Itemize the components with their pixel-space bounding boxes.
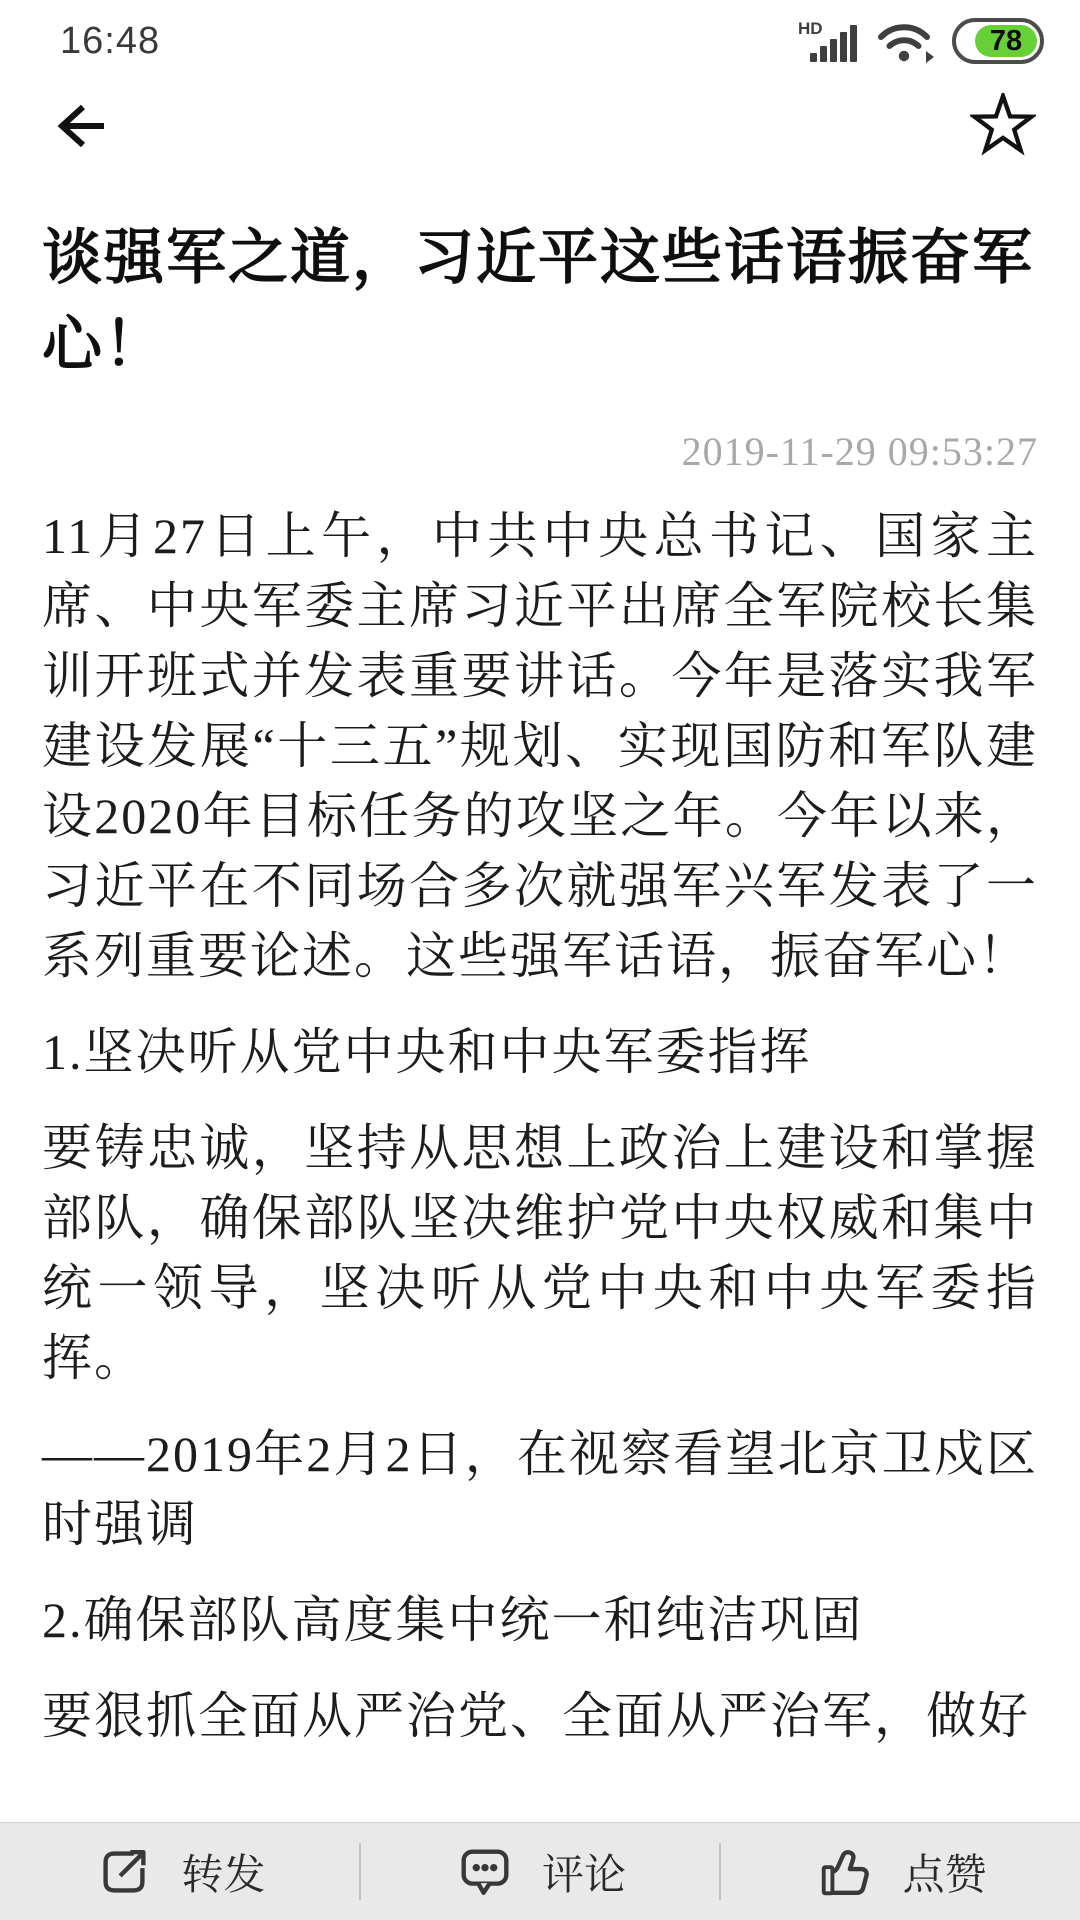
nav-bar [0,74,1080,178]
back-arrow-icon [52,101,110,151]
article-content [0,214,1080,1751]
article-title: 谈强军之道，习近平这些话语振奋军心！ [42,224,1034,378]
back-button[interactable] [52,101,110,151]
section-heading: 1.坚决听从党中央和中央军委指挥 [42,1024,812,1080]
bottom-toolbar [0,1822,1080,1920]
article-paragraph: 11月27日上午，中共中央总书记、国家主席、中央军委主席习近平出席全军院校长集训开班式并发表重要讲话。今年是落实我军建设发展“十三五”规划、实现国防和军队建设2020年目标任务的攻坚之年。今年以来，习近平在不同场合多次就强军兴军发表了一系列重要论述。这些强军话语，振奋军心！ [42,508,1038,984]
svg-text:HD: HD [798,19,823,38]
battery-icon [952,18,1044,64]
clock-time: 16:48 [60,19,161,62]
article-timestamp: 2019-11-29 09:53:27 [681,429,1038,474]
favorite-button[interactable] [970,93,1036,159]
like-button[interactable] [721,1823,1080,1920]
like-label: 点赞 [902,1850,987,1898]
share-button[interactable] [0,1823,359,1920]
quote-attribution: ——2019年2月2日，在视察看望北京卫戍区时强调 [42,1426,1038,1552]
status-bar [0,0,1080,74]
status-bar-right [798,17,1044,65]
signal-icon [798,18,860,64]
comment-icon [454,1841,516,1903]
section-heading: 2.确保部队高度集中统一和纯洁巩固 [42,1592,864,1648]
article-paragraph: 要狠抓全面从严治党、全面从严治军，做好 [42,1688,1030,1744]
article-paragraph: 要铸忠诚，坚持从思想上政治上建设和掌握部队，确保部队坚决维护党中央权威和集中统一领导，坚决听从党中央和中央军委指挥。 [42,1120,1038,1386]
battery-level: 78 [975,25,1037,57]
comment-label: 评论 [542,1850,627,1898]
star-icon [970,93,1036,159]
like-icon [815,1841,877,1903]
share-icon [93,1841,155,1903]
wifi-icon [876,17,936,65]
comment-button[interactable] [361,1823,720,1920]
share-label: 转发 [181,1850,266,1898]
